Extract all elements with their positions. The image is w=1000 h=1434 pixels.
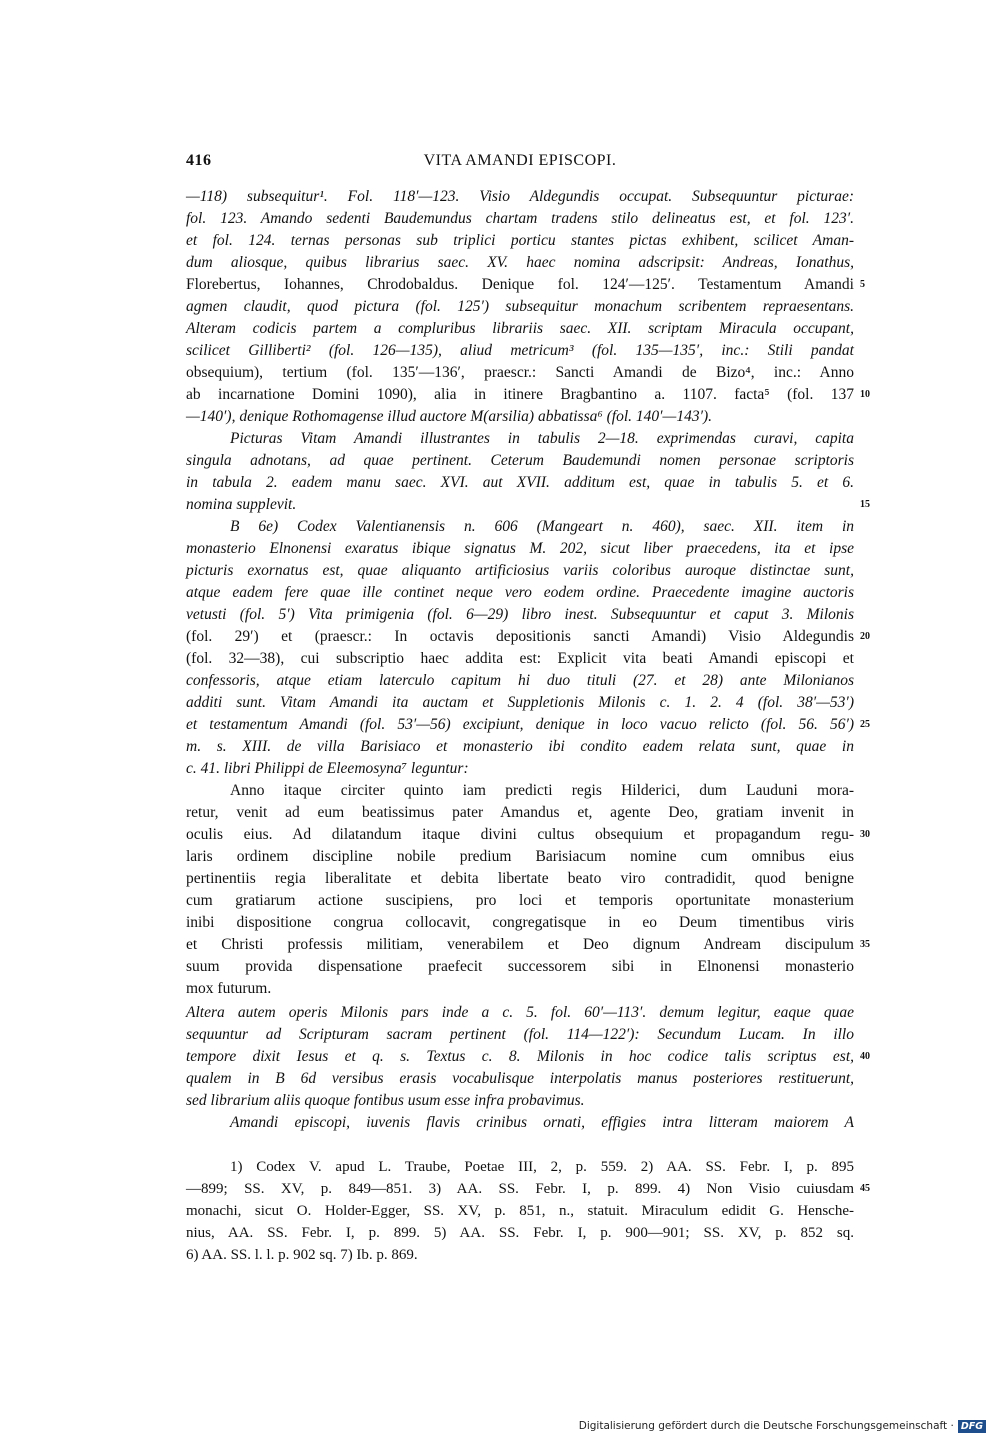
text-line: sequuntur ad Scripturam sacram pertinent (fol. 114—122′): Secundum Lucam. In illo (186, 1026, 854, 1043)
text-line: sed librarium aliis quoque fontibus usum esse infra probavimus. (186, 1092, 585, 1109)
text-line: —140′), denique Rothomagense illud auctore M(arsilia) abbatissa⁶ (fol. 140′—143′). (186, 408, 713, 425)
text-line: agmen claudit, quod pictura (fol. 125′) subsequitur monachum scribentem repraesentans. (186, 298, 854, 315)
running-title: VITA AMANDI EPISCOPI. (423, 152, 617, 169)
text-line: et fol. 124. ternas personas sub triplici porticu stantes pictas exhibent, scilicet Aman- (186, 232, 854, 249)
text-line: monasterio Elnonensi exaratus ibique signatus M. 202, sicut liber praecedens, ita et ipse (186, 540, 854, 557)
footnote-line: —899; SS. XV, p. 849—851. 3) AA. SS. Febr. I, p. 899. 4) Non Visio cuiusdam (186, 1181, 854, 1197)
text-line: confessoris, atque etiam laterculo capitum hi duo tituli (27. et 28) ante Milonianos (186, 672, 854, 689)
line-number: 20 (860, 631, 870, 642)
footnote-line: 6) AA. SS. l. l. p. 902 sq. 7) Ib. p. 869. (186, 1247, 418, 1263)
text-line: Alteram codicis partem a compluribus librariis saec. XII. scriptam Miracula occupant, (186, 320, 854, 337)
text-line: Picturas Vitam Amandi illustrantes in tabulis 2—18. exprimendas curavi, capita (230, 430, 854, 447)
text-line: atque eadem fere quae ille continet neque vero eodem ordine. Praecedente imagine auctoris (186, 584, 854, 601)
text-line: retur, venit ad eum beatissimus pater Amandus et, agente Deo, gratiam invenit in (186, 804, 854, 821)
text-line: nomina supplevit. (186, 496, 297, 513)
text-line: Florebertus, Iohannes, Chrodobaldus. Denique fol. 124′—125′. Testamentum Amandi (186, 276, 854, 293)
line-number: 25 (860, 719, 870, 730)
text-line: c. 41. libri Philippi de Eleemosyna⁷ leguntur: (186, 760, 469, 777)
text-line: inibi dispositione congrua collocavit, congregatisque in eo Deum timentibus viris (186, 914, 854, 931)
text-line: Amandi episcopi, iuvenis flavis crinibus ornati, effigies intra litteram maiorem A (230, 1114, 854, 1131)
text-line: qualem in B 6d versibus erasis vocabulisque interpolatis manus posteriores restituerunt, (186, 1070, 854, 1087)
text-line: vetusti (fol. 5′) Vita primigenia (fol. 6—29) libro inest. Subsequuntur et caput 3. Milonis (186, 606, 854, 623)
text-line: (fol. 29′) et (praescr.: In octavis depositionis sancti Amandi) Visio Aldegundis (186, 628, 854, 645)
text-line: m. s. XIII. de villa Barisiaco et monasterio ibi condito eadem relata sunt, quae in (186, 738, 854, 755)
line-number: 45 (860, 1183, 870, 1194)
text-line: B 6e) Codex Valentianensis n. 606 (Mangeart n. 460), saec. XII. item in (230, 518, 854, 535)
text-line: in tabula 2. eadem manu saec. XVI. aut XVII. additum est, quae in tabulis 5. et 6. (186, 474, 854, 491)
text-line: tempore dixit Iesus et q. s. Textus c. 8. Milonis in hoc codice talis scriptus est, (186, 1048, 854, 1065)
text-line: cum gratiarum actione suscipiens, pro loci et temporis oportunitate monasterium (186, 892, 854, 909)
text-line: suum provida dispensatione praefecit successorem sibi in Elnonensi monasterio (186, 958, 854, 975)
text-line: et Christi professis militiam, venerabilem et Deo dignum Andream discipulum (186, 936, 854, 953)
text-line: mox futurum. (186, 980, 272, 997)
line-number: 40 (860, 1051, 870, 1062)
line-number: 15 (860, 499, 870, 510)
line-number: 30 (860, 829, 870, 840)
text-line: fol. 123. Amando sedenti Baudemundus chartam tradens stilo delineatus est, et fol. 123′. (186, 210, 854, 227)
text-line: additi sunt. Vitam Amandi ita auctam et Suppletionis Milonis c. 1. 2. 4 (fol. 38′—53′) (186, 694, 854, 711)
text-line: dum aliosque, quibus librarius saec. XV. haec nomina adscripsit: Andreas, Ionathus, (186, 254, 854, 271)
text-line: et testamentum Amandi (fol. 53′—56) excipiunt, denique in loco vacuo relicto (fol. 56. 56′) (186, 716, 854, 733)
line-number: 35 (860, 939, 870, 950)
text-line: scilicet Gilliberti² (fol. 126—135), aliud metricum³ (fol. 135—135′, inc.: Stili pandat (186, 342, 854, 359)
footnote-line: monachi, sicut O. Holder-Egger, SS. XV, p. 851, n., statuit. Miraculum edidit G. Hensche- (186, 1203, 854, 1219)
text-line: obsequium), tertium (fol. 135′—136′, praescr.: Sancti Amandi de Bizo⁴, inc.: Anno (186, 364, 854, 381)
text-line: ab incarnatione Domini 1090), alia in itinere Bragbantino a. 1107. facta⁵ (fol. 137 (186, 386, 854, 403)
text-line: Altera autem operis Milonis pars inde a c. 5. fol. 60′—113′. demum legitur, eaque quae (186, 1004, 854, 1021)
line-number: 10 (860, 389, 870, 400)
page-header (186, 152, 854, 176)
text-line: singula adnotans, ad quae pertinent. Ceterum Baudemundi nomen personae scriptoris (186, 452, 854, 469)
page-number: 416 (186, 152, 212, 169)
digitization-credit (579, 1418, 986, 1434)
text-line: —118) subsequitur¹. Fol. 118′—123. Visio Aldegundis occupat. Subsequuntur picturae: (186, 188, 854, 205)
text-line: oculis eius. Ad dilatandum itaque divini cultus obsequium et propagandum regu- (186, 826, 854, 843)
footnote-line: 1) Codex V. apud L. Traube, Poetae III, 2, p. 559. 2) AA. SS. Febr. I, p. 895 (230, 1159, 854, 1175)
dfg-logo: DFG (958, 1420, 986, 1433)
text-line: (fol. 32—38), cui subscriptio haec addita est: Explicit vita beati Amandi episcopi et (186, 650, 854, 667)
footnote-line: nius, AA. SS. Febr. I, p. 899. 5) AA. SS. Febr. I, p. 900—901; SS. XV, p. 852 sq. (186, 1225, 854, 1241)
text-line: picturis exornatus est, quae aliquanto artificiosius variis coloribus auroque distinctae sunt, (186, 562, 854, 579)
text-line: Anno itaque circiter quinto iam predicti regis Hilderici, dum Lauduni mora- (230, 782, 854, 799)
line-number: 5 (860, 279, 865, 290)
text-line: pertinentiis regia liberalitate et debita libertate beato viro contradidit, quod benigne (186, 870, 854, 887)
text-line: laris ordinem discipline nobile predium Barisiacum nomine cum omnibus eius (186, 848, 854, 865)
credit-text: Digitalisierung gefördert durch die Deutsche Forschungsgemeinschaft · (578, 1420, 954, 1432)
